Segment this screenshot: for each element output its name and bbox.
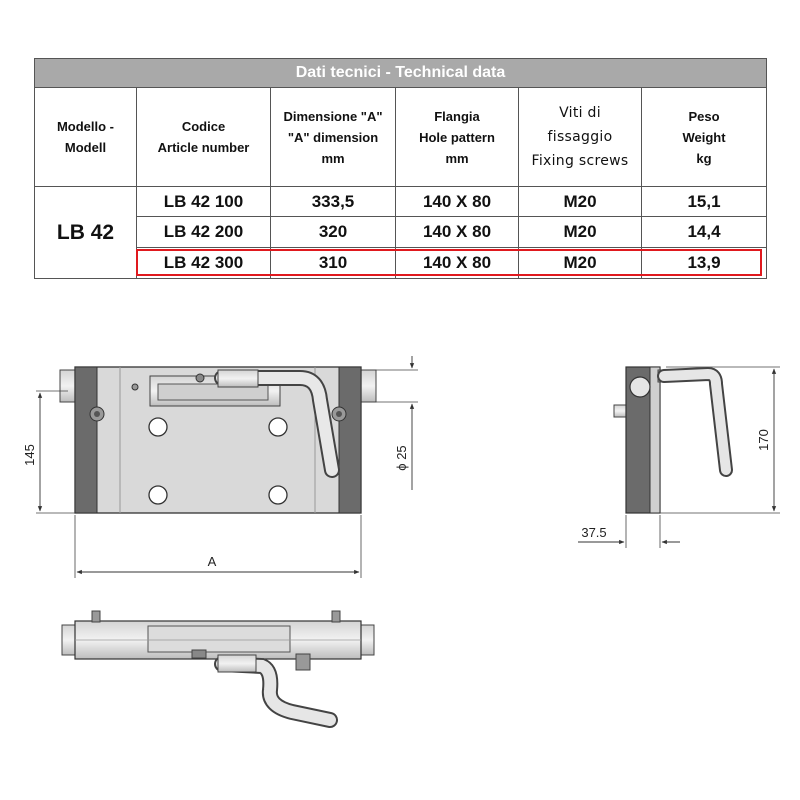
flange-hole xyxy=(149,418,167,436)
header-screws-line1: Viti di xyxy=(559,105,601,121)
dim-37-5-label: 37.5 xyxy=(581,525,607,540)
header-screws-line2: fissaggio xyxy=(547,129,613,145)
cell-dimension: 333,5 xyxy=(271,187,396,216)
cell-flange: 140 X 80 xyxy=(396,187,519,216)
table-title: Dati tecnici - Technical data xyxy=(35,59,766,88)
dim-145-label: 145 xyxy=(22,444,37,466)
cell-screws: M20 xyxy=(519,187,642,216)
cell-dimension: 310 xyxy=(271,248,396,278)
header-weight-line1: Peso xyxy=(688,108,720,124)
header-dimension-line3: mm xyxy=(321,150,345,166)
header-dimension-line2: "A" dimension xyxy=(287,129,379,145)
right-rail xyxy=(339,367,361,513)
header-model-line1: Modello - xyxy=(56,119,115,134)
cell-dimension: 320 xyxy=(271,217,396,246)
header-model-line2: Modell xyxy=(64,140,107,155)
cell-code: LB 42 300 xyxy=(137,248,271,278)
model-cell: LB 42 xyxy=(35,187,137,278)
header-flange-line3: mm xyxy=(445,150,469,166)
dim-170-label: 170 xyxy=(756,429,771,451)
header-flange-line2: Hole pattern xyxy=(419,129,495,145)
header-flange-line1: Flangia xyxy=(434,108,480,124)
cell-flange: 140 X 80 xyxy=(396,248,519,278)
header-code-line2: Article number xyxy=(157,140,250,155)
flange-hole xyxy=(269,418,287,436)
cell-code: LB 42 100 xyxy=(137,187,271,216)
flange-hole xyxy=(269,486,287,504)
side-view-drawing xyxy=(578,367,780,548)
cell-screws: M20 xyxy=(519,248,642,278)
cell-weight: 15,1 xyxy=(687,191,721,211)
right-pin xyxy=(360,370,376,402)
cell-code: LB 42 200 xyxy=(137,217,271,246)
dim-diameter-label: ϕ 25 xyxy=(394,445,409,471)
left-rail xyxy=(75,367,97,513)
top-view-drawing xyxy=(62,611,374,720)
header-weight-line2: Weight xyxy=(682,129,726,145)
header-screws-line3: Fixing screws xyxy=(531,153,629,169)
front-view-drawing xyxy=(22,356,418,578)
left-pin xyxy=(60,370,76,402)
cell-weight: 14,4 xyxy=(687,221,721,241)
flange-hole xyxy=(149,486,167,504)
cell-flange: 140 X 80 xyxy=(396,217,519,246)
header-dimension-line1: Dimensione "A" xyxy=(283,108,383,124)
header-code-line1: Codice xyxy=(181,119,226,134)
dim-A-label: A xyxy=(207,554,217,569)
header-weight-line3: kg xyxy=(696,150,712,166)
cell-screws: M20 xyxy=(519,217,642,246)
cell-weight: 13,9 xyxy=(687,252,721,272)
